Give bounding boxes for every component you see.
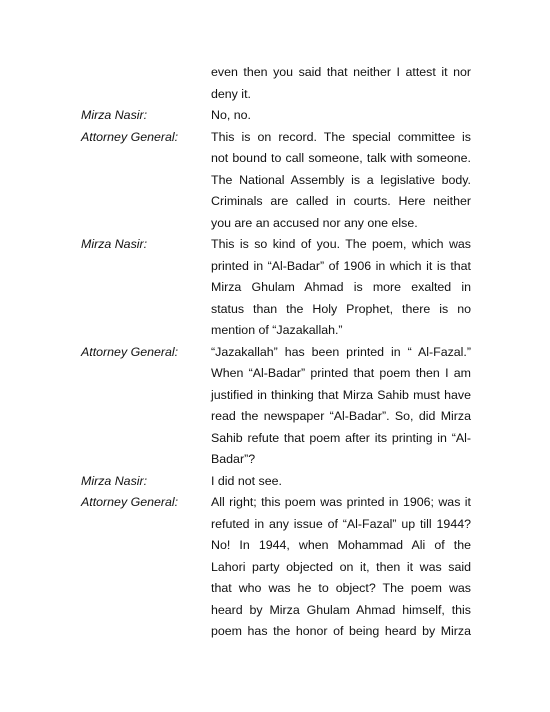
speech-line: No, no. bbox=[211, 108, 251, 122]
speaker-name: Mirza Nasir: bbox=[81, 237, 148, 251]
speech-line: This is so kind of you. The poem, which was bbox=[211, 237, 471, 251]
speaker-name: Attorney General: bbox=[81, 495, 179, 509]
speech-text bbox=[211, 62, 471, 105]
speech-line: Badar”? bbox=[211, 452, 256, 466]
speech-line: even then you said that neither I attest it nor bbox=[211, 65, 471, 79]
speech-line: Sahib refute that poem after its printing in “Al- bbox=[211, 430, 471, 445]
speech-text bbox=[211, 234, 471, 342]
speech-line: mention of “Jazakallah.” bbox=[211, 323, 343, 337]
speech-line: The National Assembly is a legislative body. bbox=[211, 172, 471, 187]
speech-line: read the newspaper “Al-Badar”. So, did Mirza bbox=[211, 409, 471, 423]
speech-line: poem has the honor of being heard by Mirza bbox=[211, 624, 471, 638]
speech-text bbox=[211, 342, 471, 471]
speech-line: status than the Holy Prophet, there is no bbox=[211, 301, 471, 316]
speech-line: justified in thinking that Mirza Sahib must have bbox=[211, 387, 471, 402]
speech-line: refuted in any issue of “Al-Fazal” up till 1944? bbox=[211, 516, 471, 531]
speech-line: When “Al-Badar” printed that poem then I am bbox=[211, 366, 471, 380]
speech-line: you are an accused nor any one else. bbox=[211, 215, 418, 230]
speech-line: I did not see. bbox=[211, 473, 282, 488]
speaker-name: Mirza Nasir: bbox=[81, 473, 148, 488]
speech-line: All right; this poem was printed in 1906; was it bbox=[211, 495, 471, 509]
speaker-name: Attorney General: bbox=[81, 129, 179, 144]
speech-line: printed in “Al-Badar” of 1906 in which it is that bbox=[211, 258, 471, 273]
speech-text bbox=[211, 492, 471, 643]
speech-text bbox=[211, 105, 471, 127]
speaker-name: Mirza Nasir: bbox=[81, 108, 148, 122]
speech-line: This is on record. The special committee is bbox=[211, 129, 471, 144]
speaker-name: Attorney General: bbox=[81, 344, 179, 359]
speech-line: No! In 1944, when Mohammad Ali of the bbox=[211, 538, 471, 552]
speech-line: Mirza Ghulam Ahmad is more exalted in bbox=[211, 280, 471, 294]
speech-line: heard by Mirza Ghulam Ahmad himself, this bbox=[211, 602, 471, 617]
speech-text bbox=[211, 127, 471, 235]
speech-line: not bound to call someone, talk with someone. bbox=[211, 151, 471, 165]
speech-line: deny it. bbox=[211, 86, 251, 101]
speech-text bbox=[211, 471, 471, 493]
speech-line: that who was he to object? The poem was bbox=[211, 581, 471, 595]
speech-line: “Jazakallah” has been printed in “ Al-Fazal.” bbox=[211, 344, 471, 359]
speech-line: Lahori party objected on it, then it was said bbox=[211, 559, 471, 574]
speech-line: Criminals are called in courts. Here neither bbox=[211, 194, 471, 208]
